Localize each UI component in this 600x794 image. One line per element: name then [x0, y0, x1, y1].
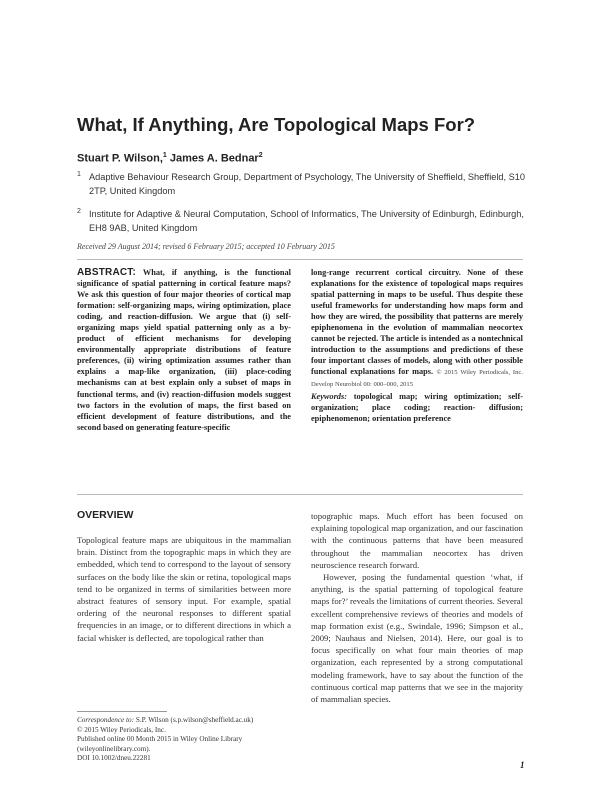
correspondence-label: Correspondence to:: [77, 716, 135, 724]
divider: [77, 259, 523, 260]
footnote-doi: DOI 10.1002/dneu.22281: [77, 754, 151, 762]
abstract-heading: ABSTRACT:: [77, 267, 137, 278]
correspondence-line: [77, 716, 291, 726]
author-affil-marker: 1: [162, 152, 167, 159]
affiliation: [77, 207, 527, 235]
abstract-left-column: [77, 267, 291, 433]
footnote: [77, 716, 291, 764]
body-paragraph: Topological feature maps are ubiquitous in the mammalian brain. Distinct from the topographic maps in which they are embedded, which tend to correspond to the layout of sensory surfaces on the body like the skin or retina, topological maps tend to be organized in terms of similarities between more abstract features of sensory input. For example, spatial ordering of the neuronal responses to different spatial frequencies in an image, or to different directions in which a facial whisker is deflected, are topological rather than: [77, 535, 291, 643]
keywords-text: topological map; wiring optimization; self-organization; place coding; reaction- diffusion; epiphenomenon; orientation preference: [311, 391, 524, 423]
affiliation-marker: 1: [77, 171, 81, 178]
section-heading: OVERVIEW: [77, 509, 134, 521]
correspondence-text: S.P. Wilson (s.p.wilson@sheffield.ac.uk): [135, 716, 254, 724]
body-left-column: [77, 534, 291, 644]
body-paragraph: topographic maps. Much effort has been focused on explaining topological map organization, and our fascination with the continuous patterns that have been measured throughout the mammalian neocortex has driven neuroscience research forward.: [311, 511, 523, 570]
author-list: [77, 152, 537, 165]
affiliation: [77, 170, 527, 198]
footnote-divider: [77, 711, 167, 712]
abstract-right-column: [311, 267, 523, 424]
paper-title: What, If Anything, Are Topological Maps For?: [77, 114, 476, 135]
divider: [77, 494, 523, 495]
body-paragraph: However, posing the fundamental question ‘what, if anything, is the spatial patterning of topological feature maps for?’ reveals the limitations of current theories. Several excellent comprehensive reviews of theories and models of map formation exist (e.g., Swindale, 1996; Simpson et al., 2009; Nauhaus and Nielsen, 2014). Here, our goal is to focus specifically on what four main theories of map organization, each represented by a strong computational modeling framework, have to say about the function of the continuous cortical map patterns that we see in the majority of mammalian species.: [311, 572, 523, 705]
abstract-text: long-range recurrent cortical circuitry. None of these explanations for the existence of topological maps requires spatial patterning in maps to be useful. Thus despite these useful frameworks for understanding how maps form and how they are wired, the possibility that patterns are merely epiphenomena in the evolution of mammalian neocortex cannot be rejected. The article is intended as a nontechnical introduction to the assumptions and predictions of these four important classes of models, along with other possible functional explanations for maps.: [311, 268, 523, 377]
affiliation-text: Adaptive Behaviour Research Group, Department of Psychology, The University of Sheffield, Sheffield, S10 2TP, United Kingdom: [89, 172, 525, 196]
received-dates: Received 29 August 2014; revised 6 February 2015; accepted 10 February 2015: [77, 242, 335, 251]
affiliation-text: Institute for Adaptive & Neural Computation, School of Informatics, The University of Edinburgh, Edinburgh, EH8 9AB, United Kingdom: [89, 209, 524, 233]
footnote-published: Published online 00 Month 2015 in Wiley Online Library (wileyonlinelibrary.com).: [77, 735, 243, 753]
footnote-copyright: © 2015 Wiley Periodicals, Inc.: [77, 725, 166, 734]
affiliation-marker: 2: [77, 208, 81, 215]
body-right-column: [311, 510, 523, 705]
abstract-copyright: © 2015 Wiley Periodicals, Inc. Develop Neurobiol 00: 000–000, 2015: [311, 369, 523, 389]
author-name: James A. Bednar: [169, 152, 259, 165]
author-affil-marker: 2: [258, 152, 263, 159]
keywords-label: Keywords:: [311, 391, 347, 401]
abstract-text: What, if anything, is the functional significance of spatial patterning in cortical feature maps? We ask this question of four major theories of cortical map formation: self-organizing maps, wiring optimization, place coding, and reaction-diffusion. We argue that (i) self-organizing maps yield spatial patterning only as a by-product of efficient mechanisms for developing environmentally appropriate distributions of feature preferences, (ii) wiring optimization assumes rather than explains a map-like organization, (iii) place-coding mechanisms can at best explain only a subset of maps in functional terms, and (iv) reaction-diffusion models suggest two factors in the evolution of maps, the first based on efficient development of feature distributions, and the second based on generating feature-specific: [77, 268, 291, 432]
author-name: Stuart P. Wilson,: [77, 152, 163, 165]
page-number: 1: [520, 760, 525, 770]
